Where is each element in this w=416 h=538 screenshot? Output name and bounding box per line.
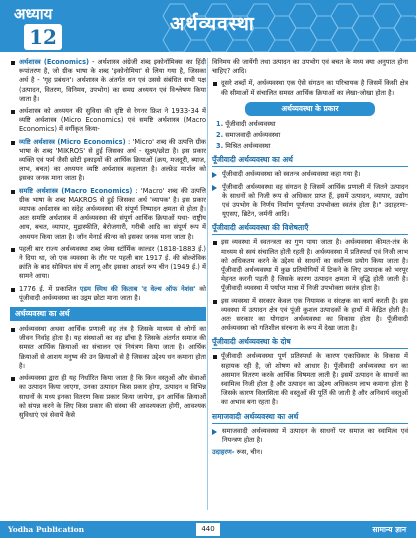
- types-list-item: 2. समाजवादी अर्थव्यवस्था: [216, 131, 281, 140]
- publisher-name: Yodha Publication: [8, 525, 85, 534]
- section-bullet: अर्थव्यवस्था अथवा आर्थिक प्रणाली वह तंत्र है जिसके माध्यम से लोगों का जीवन निर्वाह होता है। यह संस्थाओं का वह ढाँचा है जिसके अंतर्गत समाज की समस्त आर्थिक क्रियाओं का संचालन एवं नियंत्रण किया जाता है। आर्थिक क्रियाओं से आशय मनुष्य की उन क्रियाओं से है जिसका उद्देश्य धन कमाना होता है।: [10, 325, 206, 371]
- intro-bullet: पहली बार राज्य अर्थव्यवस्था शब्द जेम्स स्टॉर्मिक काल्डर (1818-1883 ई.) ने दिया था, जो एक व्यवस्था के तौर पर पहली बार 1917 ई. की बोल्शेविक क्रांति के बाद सोवियत संघ में लागू और इसका आदर्श रूप चीन (1949 ई.) में सामने आया।: [10, 245, 206, 282]
- socialist-meaning-bullet: समाजवादी अर्थव्यवस्था में उत्पादन के साधनों पर समाज का स्वामित्व एवं नियन्त्रण होता है।: [212, 427, 408, 445]
- chapter-header: [0, 0, 416, 52]
- chapter-title: अर्थव्यवस्था: [170, 13, 255, 35]
- section-heading-socialist-meaning: समाजवादी अर्थव्यवस्था का अर्थ: [212, 412, 408, 424]
- chapter-badge: [10, 2, 72, 48]
- column-divider: [207, 58, 208, 510]
- section-heading-economy-meaning: अर्थव्यवस्था का अर्थ: [10, 307, 206, 321]
- left-column: [10, 58, 206, 423]
- types-box-title: अर्थव्यवस्था के प्रकार: [245, 102, 375, 116]
- page-number: 440: [196, 523, 220, 536]
- continued-text: विनिमय की जायेंगी तथा उत्पादन का उपभोग एवं बचत के मध्य क्या अनुपात होना चाहिए? आदि।: [212, 58, 408, 76]
- subject-name: सामान्य ज्ञान: [372, 525, 406, 534]
- example-line: उदाहरण- रूस, चीन।: [212, 448, 263, 457]
- intro-bullet: अर्थशास्त्र को अध्ययन की सुविधा की दृष्टि से रेगनर फ्रिश ने 1933-34 में व्यष्टि अर्थशास्त्र (Micro Economics) एवं समष्टि अर्थशास्त्र (Macro Economics) में वर्गीकृत किया-: [10, 107, 206, 135]
- types-list: [212, 120, 408, 152]
- section-heading-capitalist-meaning: पूँजीवादी अर्थव्यवस्था का अर्थ: [212, 155, 408, 167]
- section-bullet: अर्थव्यवस्था द्वारा ही यह निर्धारित किया जाता है कि किन वस्तुओं और सेवाओं का उत्पादन किया जाएगा, उनका उत्पादन किस प्रकार होगा, उत्पादन व विभिन्न साधनों के मध्य इनका वितरण किस प्रकार किया जायेगा, इन आर्थिक क्रियाओं को संपन्न करने के लिए किस प्रकार की संस्था की आवश्यकता होगी, आवश्यक सुविधाएं एवं सेवायें कैसे: [10, 374, 206, 420]
- chapter-word: अध्याय: [14, 5, 53, 23]
- right-column: [212, 58, 408, 460]
- features-bullet: इस व्यवस्था में सरकार केवल एक नियामक व संरक्षक का कार्य करती है। इस व्यवस्था में उत्पादन क्षेत्र एवं पूंजी कुशल उत्पादकों के हाथों में केंद्रित होती है। अतः सरकार का योगदान अर्थव्यवस्था का विकास होता है। पूँजीवादी अर्थव्यवस्था को गतिशील संरचना के रूप में देखा जाता है।: [212, 297, 408, 334]
- defects-bullet: पूँजीवादी अर्थव्यवस्था पूर्ण प्रतिस्पर्धा के कारण एकाधिकार के विकास में सहायक रही है, जो शोषण को आधार है। पूँजीवादी अर्थव्यवस्था धन का असमान वितरण करके आर्थिक विषमता लाती है। इसमें उत्पादन के साधनों का स्वामित्व निजी होता है और उत्पादन का उद्देश्य अधिकतम लाभ कमाना होता है जिसके कारण विलासिता की वस्तुओं की पूर्ति की जाती है और अनिवार्य वस्तुओं का अभाव बना रहता है।: [212, 352, 408, 407]
- intro-bullet: 1776 ई. में प्रकाशित एडम स्मिथ की किताब 'द वेल्थ ऑफ नेशंस' को पूंजीवादी अर्थव्यवस्था का उद्गम छोटा माना जाता है।: [10, 285, 206, 303]
- intro-bullet: समष्टि अर्थशास्त्र (Macro Economics) : 'Macro' शब्द की उत्पत्ति ग्रीक भाषा के शब्द MAKROS से हुई जिसका अर्थ 'व्यापक' है। इस प्रकार व्यापक अर्थशास्त्र का संदेह अर्थव्यवस्था की संपूर्ण निष्पादन क्षमता से होता है। अतः समष्टि अर्थशास्त्र में अर्थव्यवस्था की संपूर्ण आर्थिक क्रियाओं यथा- राष्ट्रीय आय, बचत, व्यापार, मुद्रास्फीति, बेरोजगारी, गरीबी आदि का संपूर्ण रूप में अध्ययन किया जाता है। जॉन मेनार्ड कीन्स को इसका जनक माना जाता है।: [10, 187, 206, 242]
- section-heading-capitalist-features: पूँजीवादी अर्थव्यवस्था की विशेषताएँ: [212, 223, 408, 235]
- section-heading-capitalist-defects: पूँजीवादी अर्थव्यवस्था के दोष: [212, 337, 408, 349]
- features-bullet: इस व्यवस्था में स्वतन्त्रता का गुण पाया जाता है। अर्थव्यवस्था कीमत-तंत्र के माध्यम से स्वयं संचालित होती रहती है। अर्थव्यवस्था में प्रतिस्पर्धा एवं निजी लाभ को अधिकतम करने के उद्देश्य से साधनों का सर्वोत्तम प्रयोग किया जाता है। पूँजीवादी अर्थव्यवस्था में कुछ प्रतियोगियों में टिकने के लिए उत्पादक को भरपूर मेहनत करनी पड़ती है जिसके कारण उत्पादन क्षमता में वृद्धि होती जाती है। पूँजीवादी व्यवस्था में पर्याप्त मात्रा में निजी उपभोक्ता स्वतंत्र होता है।: [212, 238, 408, 293]
- chapter-number: 12: [24, 24, 62, 50]
- intro-bullet: व्यष्टि अर्थशास्त्र (Micro Economics) : 'Micro' शब्द की उत्पत्ति ग्रीक भाषा के शब्द 'MIKROS' से हुई जिसका अर्थ - सूक्ष्म/छोटा है। इस प्रकार व्यक्ति एवं फर्म जैसी छोटी इकाइयों की आर्थिक क्रियाओं (क्रय, मजदूरी, ब्याज, लाभ, बचत) का अध्ययन व्यष्टि अर्थशास्त्र कहलाता है। अल्फ्रेड मार्शल को इसका जनक माना जाता है।: [10, 138, 206, 184]
- page-footer: [0, 521, 416, 538]
- capitalist-meaning-bullet: पूँजीवादी अर्थव्यवस्था वह संगठन है जिसमें आर्थिक प्रणाली में जितने उत्पादन के साधनों को निजी रूप से अधिकार प्राप्त हैं, इसमें उत्पादन, व्यापार, उद्योग एवं उपभोग के निर्णय निर्माण पूर्णतया उपभोक्ता स्वतंत्र होता है।" उदाहरणः- यूएसए, ब्रिटेन, जर्मनी आदि।: [212, 183, 408, 220]
- intro-bullet: अर्थशास्त्र (Economics) - अर्थशास्त्र अंग्रेजी शब्द इकोनॉमिक्स का हिंदी रूपांतरण है, जो ग्रीक भाषा के शब्द 'इकोनोमिया' से लिया गया है, जिसका अर्थ है - 'गृह प्रबंधन'। अर्थशास्त्र के अंतर्गत धन एवं उससे संबंधित सभी पक्ष (उत्पादन, वितरण, विनिमय, उपभोग) का समग्र अध्ययन एवं विश्लेषण किया जाता है।: [10, 58, 206, 104]
- intro-bullet: दूसरे शब्दों में, अर्थव्यवस्था एक ऐसे संगठन का परिचायक है जिसमें किसी क्षेत्र की सीमाओं में संचालित समस्त आर्थिक क्रियाओं का लेखा-जोखा होता है।: [212, 79, 408, 97]
- types-list-item: 3. मिश्रित अर्थव्यवस्था: [216, 142, 271, 151]
- capitalist-meaning-text: पूँजीवादी अर्थव्यवस्था को स्वतन्त्र अर्थव्यवस्था कहा गया है।: [212, 170, 408, 179]
- types-list-item: 1. पूँजीवादी अर्थव्यवस्था: [216, 119, 276, 128]
